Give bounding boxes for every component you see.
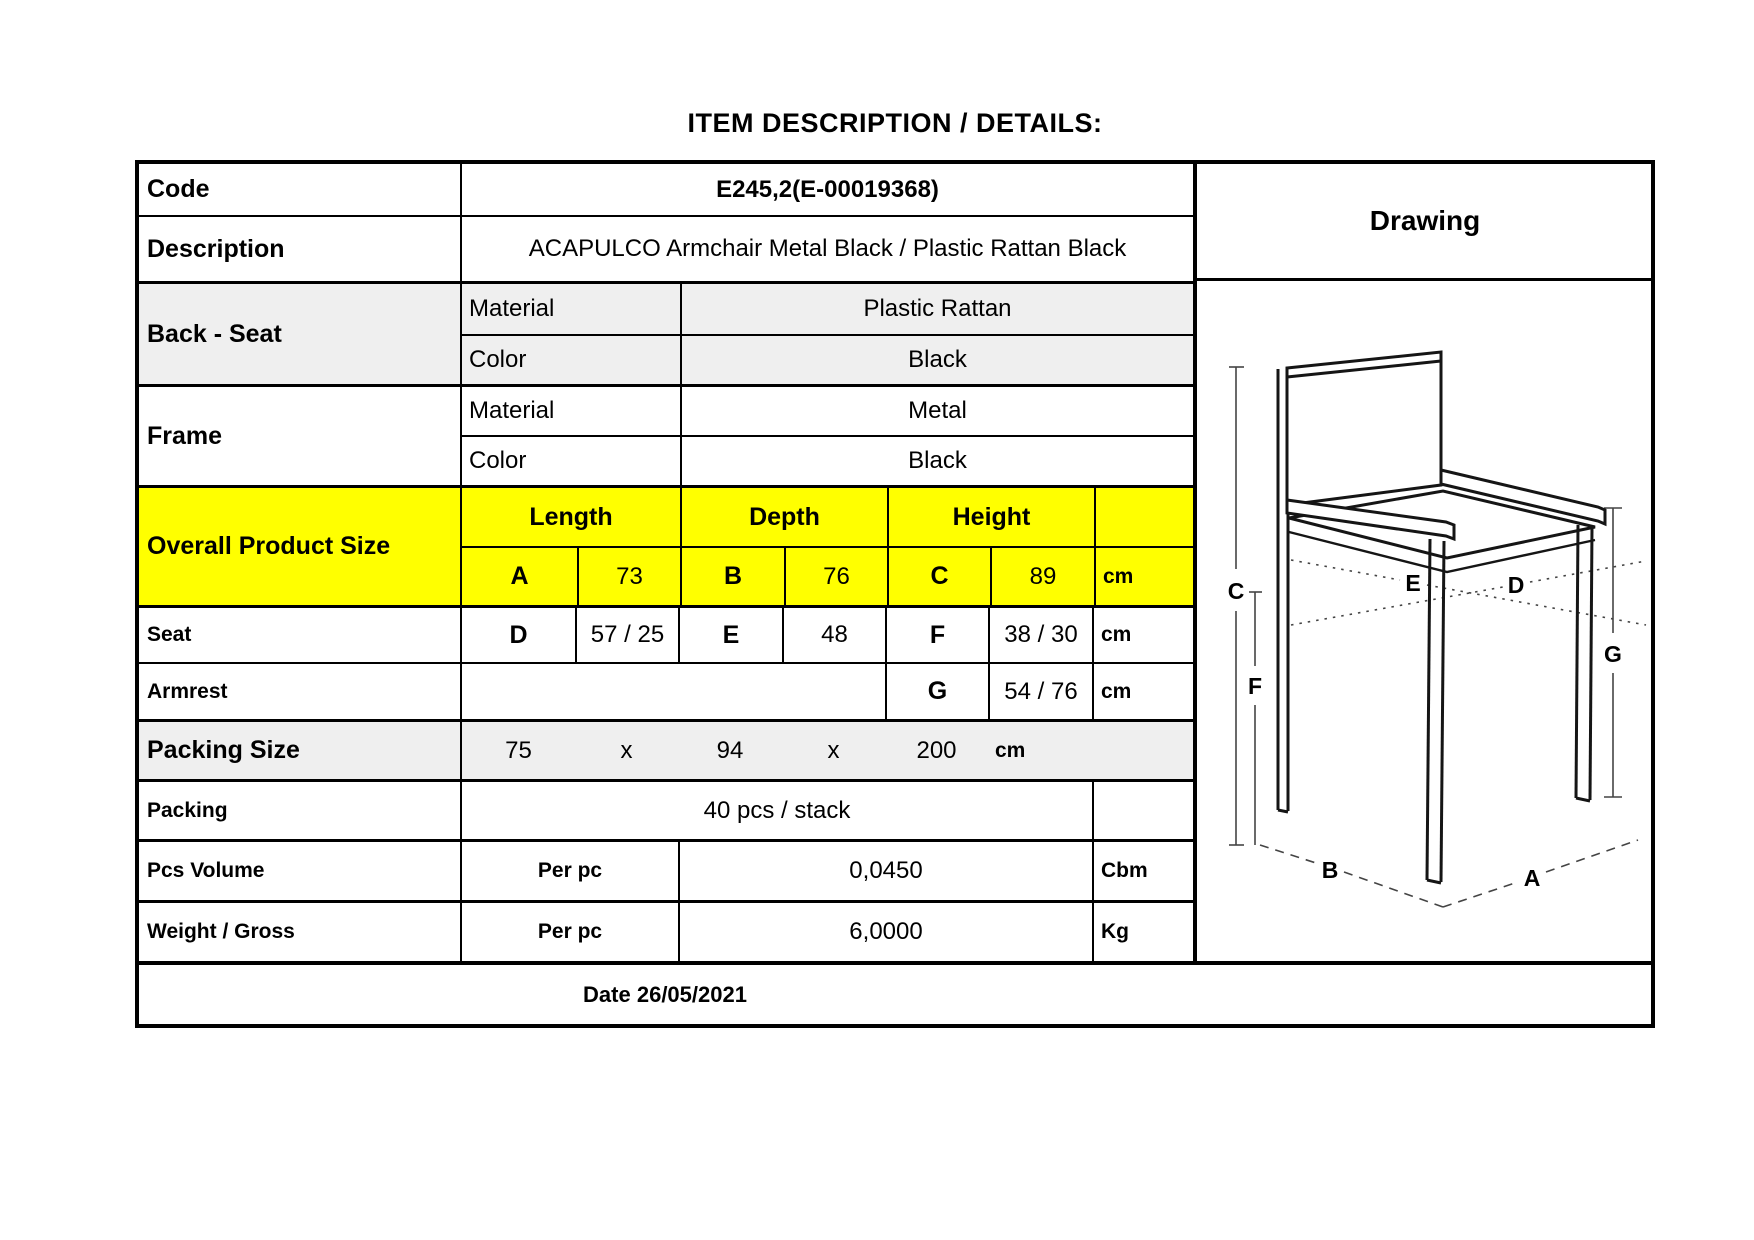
packing-size-v2: 94 xyxy=(716,736,744,764)
code-label: Code xyxy=(147,175,210,203)
dim-c-value: 89 xyxy=(990,548,1094,605)
drawing-area xyxy=(1197,281,1653,961)
drawing-column xyxy=(1197,164,1653,961)
back-seat-label: Back - Seat xyxy=(147,319,282,348)
packing-empty-cell xyxy=(1092,782,1191,839)
overall-size-label: Overall Product Size xyxy=(147,532,391,560)
packing-size-x2: x xyxy=(827,736,840,764)
back-seat-material-row xyxy=(462,284,1193,336)
drawing-header: Drawing xyxy=(1197,164,1653,281)
packing-size-empty xyxy=(1092,722,1191,779)
main-table xyxy=(139,164,1197,961)
frame-color-label: Color xyxy=(469,447,527,474)
weight-gross-value: 6,0000 xyxy=(678,903,1092,961)
section-overall-size xyxy=(139,485,1193,605)
length-header: Length xyxy=(529,502,613,531)
packing-size-x1: x xyxy=(620,736,633,764)
pcs-volume-unit: Cbm xyxy=(1092,842,1191,900)
spec-table xyxy=(135,160,1655,1028)
section-back-seat xyxy=(139,281,1193,384)
weight-gross-label: Weight / Gross xyxy=(147,920,295,943)
row-armrest xyxy=(139,662,1193,719)
size-abc-row xyxy=(462,548,1193,605)
packing-size-v3: 200 xyxy=(916,736,957,764)
frame-material-row xyxy=(462,387,1193,437)
back-seat-color-value: Black xyxy=(680,336,1193,384)
code-value: E245,2(E-00019368) xyxy=(460,164,1193,215)
seat-label: Seat xyxy=(147,623,192,646)
seat-unit: cm xyxy=(1092,608,1191,662)
back-seat-sub xyxy=(460,284,1193,384)
dim-f-value: 38 / 30 xyxy=(988,608,1092,662)
depth-header: Depth xyxy=(680,488,887,546)
dim-d-value: 57 / 25 xyxy=(575,608,678,662)
pcs-volume-value: 0,0450 xyxy=(678,842,1092,900)
armrest-empty-cell xyxy=(460,664,885,719)
dim-d-label: D xyxy=(460,608,575,662)
dim-b-label: B xyxy=(680,548,784,605)
size-header-unit-cell xyxy=(1094,488,1193,546)
dim-f-label: F xyxy=(885,608,988,662)
frame-color-value: Black xyxy=(680,437,1193,485)
frame-sub xyxy=(460,387,1193,485)
frame-color-row xyxy=(462,437,1193,485)
dim-g-value: 54 / 76 xyxy=(988,664,1092,719)
pcs-volume-per: Per pc xyxy=(460,842,678,900)
weight-gross-per: Per pc xyxy=(460,903,678,961)
date-row xyxy=(139,961,1651,1024)
back-seat-color-label: Color xyxy=(469,346,527,373)
row-code xyxy=(139,164,1193,215)
dim-a-label: A xyxy=(510,562,529,590)
page-title: ITEM DESCRIPTION / DETAILS: xyxy=(687,108,1103,138)
description-label: Description xyxy=(147,234,285,263)
row-packing xyxy=(139,779,1193,839)
size-header-row xyxy=(462,488,1193,548)
packing-value: 40 pcs / stack xyxy=(460,782,1092,839)
date-text: Date 26/05/2021 xyxy=(583,981,747,1007)
row-packing-size xyxy=(139,719,1193,779)
row-seat xyxy=(139,605,1193,662)
packing-size-v1: 75 xyxy=(460,722,575,779)
overall-size-sub xyxy=(460,488,1193,605)
packing-size-unit: cm xyxy=(995,738,1026,762)
dim-e-label: E xyxy=(678,608,782,662)
dim-a-value: 73 xyxy=(577,548,680,605)
height-header: Height xyxy=(887,488,1094,546)
row-pcs-volume xyxy=(139,839,1193,900)
row-weight-gross xyxy=(139,900,1193,961)
packing-size-label: Packing Size xyxy=(147,736,300,764)
drawing-dim-d-label: D xyxy=(1507,572,1525,598)
drawing-dim-g-label: G xyxy=(1604,641,1622,667)
dim-b-value: 76 xyxy=(784,548,887,605)
description-value: ACAPULCO Armchair Metal Black / Plastic Rattan Black xyxy=(460,217,1193,281)
drawing-dim-c-label: C xyxy=(1227,578,1245,604)
packing-label: Packing xyxy=(147,798,228,822)
frame-label: Frame xyxy=(147,421,223,450)
back-seat-material-value: Plastic Rattan xyxy=(680,284,1193,334)
pcs-volume-label: Pcs Volume xyxy=(147,859,265,882)
table-body xyxy=(139,164,1651,961)
frame-material-label: Material xyxy=(469,397,555,424)
armrest-unit: cm xyxy=(1092,664,1191,719)
back-seat-color-row xyxy=(462,336,1193,384)
drawing-dim-e-label: E xyxy=(1405,570,1421,596)
dim-g-label: G xyxy=(885,664,988,719)
row-description xyxy=(139,215,1193,281)
back-seat-material-label: Material xyxy=(469,295,555,322)
frame-material-value: Metal xyxy=(680,387,1193,435)
weight-gross-unit: Kg xyxy=(1092,903,1191,961)
chair-drawing xyxy=(1197,281,1653,958)
section-frame xyxy=(139,384,1193,485)
overall-unit: cm xyxy=(1094,548,1193,605)
drawing-dim-f-label: F xyxy=(1247,673,1263,699)
drawing-dim-a-label: A xyxy=(1523,865,1541,891)
dim-e-value: 48 xyxy=(782,608,885,662)
dim-c-label: C xyxy=(887,548,990,605)
drawing-dim-b-label: B xyxy=(1321,857,1339,883)
armrest-label: Armrest xyxy=(147,679,228,703)
